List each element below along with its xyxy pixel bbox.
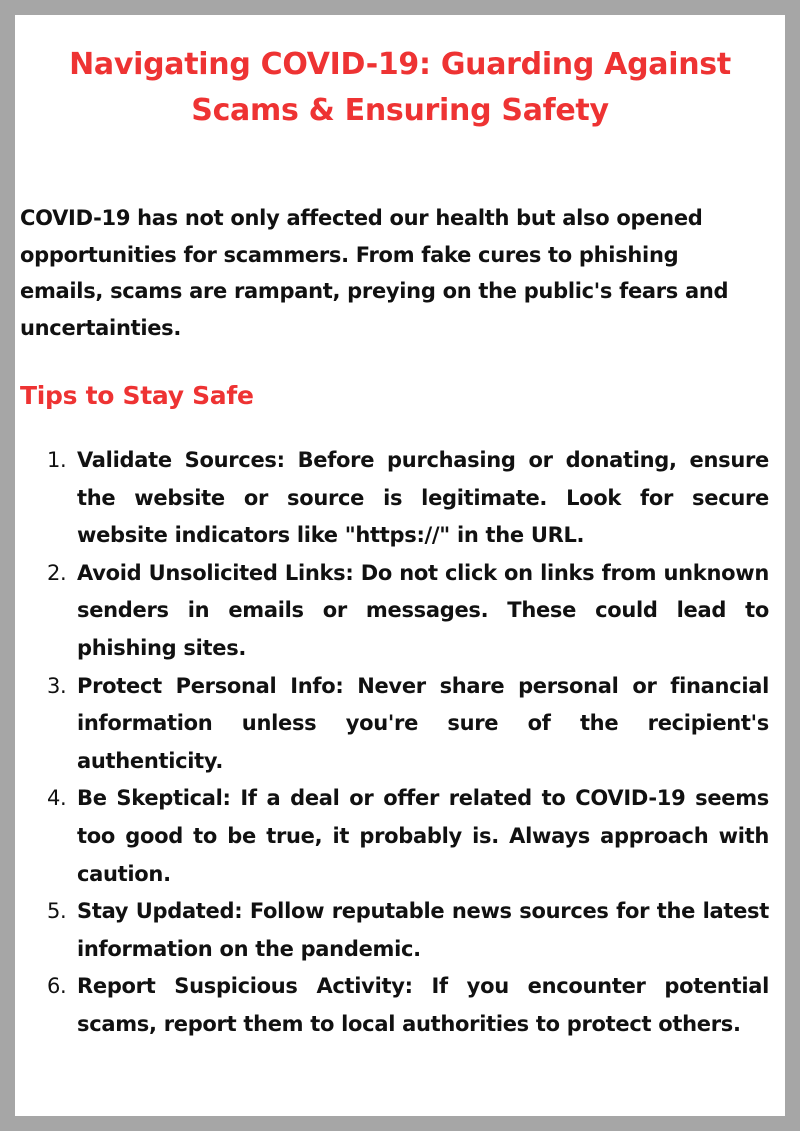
tip-number: 5. xyxy=(47,899,67,924)
tip-text: Protect Personal Info: Never share personal or financial information unless you're sure of the recipient's authenticity. xyxy=(77,673,769,773)
tip-item xyxy=(47,893,769,968)
document-page xyxy=(15,15,785,1116)
tip-number: 1. xyxy=(47,448,67,472)
tip-text: Stay Updated: Follow reputable news sources for the latest information on the pandemic. xyxy=(77,899,769,961)
tip-item xyxy=(47,968,769,1043)
tip-number: 2. xyxy=(47,560,67,585)
tip-number: 4. xyxy=(47,786,67,811)
tip-item xyxy=(47,442,769,555)
tip-text: Avoid Unsolicited Links: Do not click on links from unknown senders in emails or messages. These could lead to phishing sites. xyxy=(77,560,769,660)
tip-number: 3. xyxy=(47,673,67,698)
tip-item xyxy=(47,780,769,893)
tip-number: 6. xyxy=(47,974,67,999)
page-title: Navigating COVID-19: Guarding Against Scams & Ensuring Safety xyxy=(69,47,731,128)
tips-heading: Tips to Stay Safe xyxy=(20,381,254,410)
tip-text: Be Skeptical: If a deal or offer related to COVID-19 seems too good to be true, it probably is. Always approach with caution. xyxy=(77,786,769,886)
tip-item xyxy=(47,668,769,781)
tip-text: Validate Sources: Before purchasing or donating, ensure the website or source is legitimate. Look for secure website indicators like "https://" in the URL. xyxy=(77,448,769,548)
tip-item xyxy=(47,555,769,668)
tip-text: Report Suspicious Activity: If you encounter potential scams, report them to local authorities to protect others. xyxy=(77,974,769,1036)
intro-paragraph: COVID-19 has not only affected our health but also opened opportunities for scammers. From fake cures to phishing emails, scams are rampant, preying on the public's fears and uncertainties. xyxy=(20,206,729,340)
tips-list xyxy=(47,442,769,1044)
